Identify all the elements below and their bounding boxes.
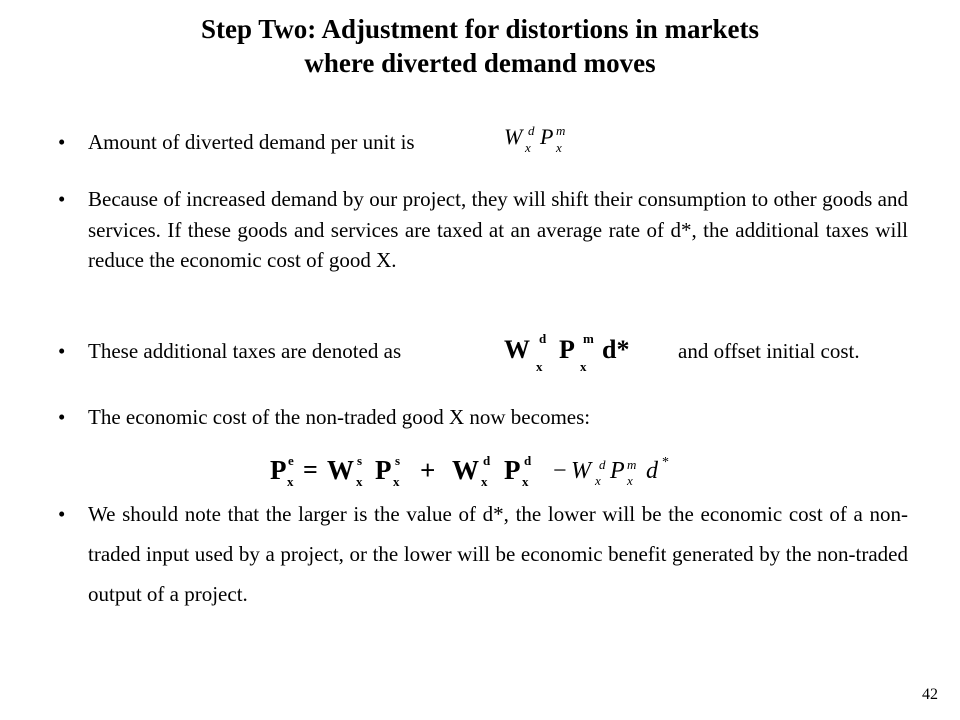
svg-text:x: x bbox=[356, 474, 363, 489]
formula-w: W bbox=[504, 124, 523, 149]
bullet-text: We should note that the larger is the value of d*, the lower will be the economic cost of a non-traded input used by a project, or the lower will be economic benefit generated by the non-traded output of a project. bbox=[88, 502, 908, 606]
svg-text:e: e bbox=[288, 453, 294, 468]
svg-text:x: x bbox=[481, 474, 488, 489]
bullet-text: The economic cost of the non-traded good X now becomes: bbox=[88, 405, 591, 429]
page-number: 42 bbox=[922, 686, 938, 703]
svg-text:m: m bbox=[583, 331, 594, 346]
formula-sub-x: x bbox=[525, 140, 531, 155]
bullet-item-economic-cost bbox=[58, 402, 908, 433]
formula-additional-taxes bbox=[500, 328, 660, 374]
bullet-icon: • bbox=[58, 405, 66, 429]
svg-text:d: d bbox=[524, 453, 532, 468]
svg-text:+: + bbox=[420, 455, 436, 485]
bullet-icon: • bbox=[58, 339, 66, 363]
svg-text:W: W bbox=[327, 455, 354, 485]
svg-text:P: P bbox=[270, 455, 287, 485]
bullet-icon: • bbox=[58, 130, 66, 154]
svg-text:d: d bbox=[483, 453, 491, 468]
svg-text:x: x bbox=[536, 359, 543, 374]
svg-text:P: P bbox=[504, 455, 521, 485]
svg-text:P: P bbox=[610, 458, 625, 484]
svg-text:d: d bbox=[599, 457, 606, 472]
svg-text:x: x bbox=[393, 474, 400, 489]
svg-text:s: s bbox=[395, 453, 401, 468]
title-line-2: where diverted demand moves bbox=[304, 48, 656, 78]
svg-text:−: − bbox=[553, 458, 567, 484]
svg-text:*: * bbox=[662, 455, 669, 470]
svg-text:x: x bbox=[595, 473, 601, 488]
svg-text:P: P bbox=[559, 335, 575, 364]
svg-text:W: W bbox=[452, 455, 479, 485]
svg-text:x: x bbox=[627, 473, 633, 488]
formula-p: P bbox=[540, 124, 554, 149]
svg-text:P: P bbox=[375, 455, 392, 485]
formula-economic-cost bbox=[268, 446, 698, 494]
svg-text:x: x bbox=[287, 474, 294, 489]
svg-text:d: d bbox=[539, 331, 547, 346]
bullet-text-after-container bbox=[678, 336, 918, 367]
svg-text:d*: d* bbox=[602, 335, 630, 364]
svg-text:x: x bbox=[580, 359, 587, 374]
bullet-text: Amount of diverted demand per unit is bbox=[88, 130, 415, 154]
slide-title bbox=[0, 12, 960, 80]
formula-sup-m: m bbox=[556, 123, 566, 138]
bullet-text-before: These additional taxes are denoted as bbox=[88, 339, 402, 363]
bullet-text-after: and offset initial cost. bbox=[678, 339, 860, 363]
bullet-item-note bbox=[58, 494, 908, 614]
bullet-item-increased-demand bbox=[58, 184, 908, 276]
bullet-text: Because of increased demand by our project, they will shift their consumption to other goods and services. If these goods and services are taxed at an average rate of d*, the additional taxes will reduce the economic cost of good X. bbox=[88, 187, 908, 272]
title-line-1: Step Two: Adjustment for distortions in markets bbox=[200, 14, 760, 44]
svg-text:=: = bbox=[303, 455, 318, 484]
formula-sub-x-2: x bbox=[556, 140, 562, 155]
formula-sup-d: d bbox=[528, 123, 535, 138]
svg-text:d: d bbox=[646, 458, 658, 484]
bullet-icon: • bbox=[58, 187, 66, 211]
formula-diverted-demand bbox=[500, 118, 590, 158]
svg-text:W: W bbox=[571, 458, 591, 484]
bullet-icon: • bbox=[58, 502, 66, 526]
svg-text:W: W bbox=[504, 335, 530, 364]
svg-text:s: s bbox=[357, 453, 363, 468]
svg-text:m: m bbox=[627, 457, 637, 472]
bullet-item-diverted-demand bbox=[58, 127, 908, 158]
svg-text:x: x bbox=[522, 474, 529, 489]
